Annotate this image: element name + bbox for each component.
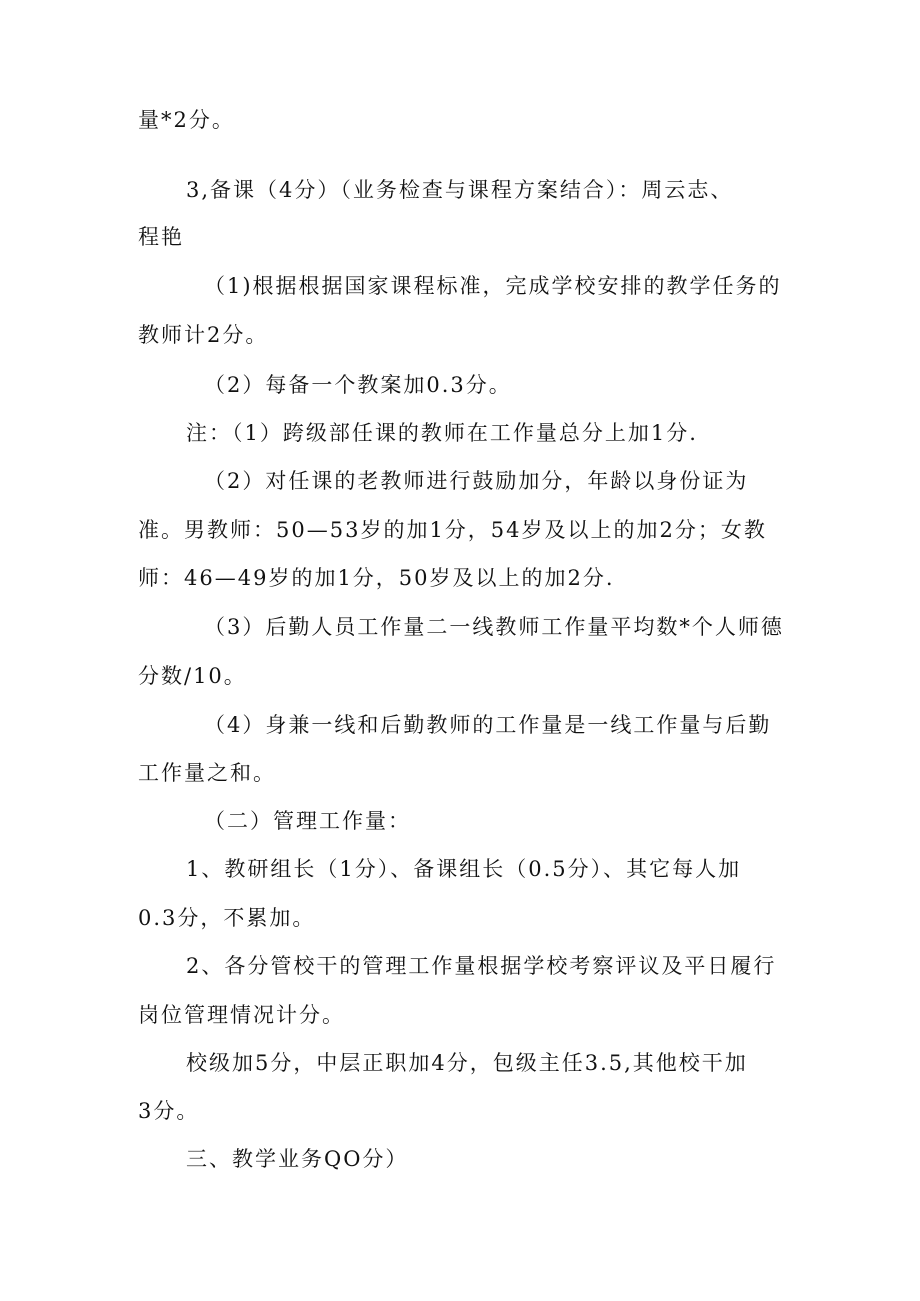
text-line: （1)根据根据国家课程标准，完成学校安排的教学任务的 xyxy=(204,274,782,298)
text-line: 岗位管理情况计分。 xyxy=(138,1003,345,1027)
text-line: 校级加5分，中层正职加4分，包级主任3.5,其他校干加 xyxy=(186,1051,748,1075)
text-line: 程艳 xyxy=(138,225,184,249)
text-line: 3,备课（4分）（业务检查与课程方案结合）：周云志、 xyxy=(186,178,734,202)
text-line: 教师计2分。 xyxy=(138,323,269,347)
text-line: 量*2分。 xyxy=(138,108,235,132)
text-line: 2、各分管校干的管理工作量根据学校考察评议及平日履行 xyxy=(186,954,777,978)
section-heading: 三、教学业务QO分） xyxy=(186,1147,409,1171)
text-line: 工作量之和。 xyxy=(138,761,276,785)
section-heading: （二）管理工作量： xyxy=(204,809,411,833)
text-line: 准。男教师：50—53岁的加1分，54岁及以上的加2分；女教 xyxy=(138,518,767,542)
text-line: （2）对任课的老教师进行鼓励加分，年龄以身份证为 xyxy=(204,469,749,493)
text-line: （2）每备一个教案加0.3分。 xyxy=(204,373,512,397)
text-line: 注：（1）跨级部任课的教师在工作量总分上加1分. xyxy=(186,421,698,445)
text-line: 3分。 xyxy=(138,1099,200,1123)
text-line: 0.3分，不累加。 xyxy=(138,906,316,930)
text-line: 分数/10。 xyxy=(138,664,247,688)
text-line: 1、教研组长（1分）、备课组长（0.5分）、其它每人加 xyxy=(186,857,742,881)
text-line: （3）后勤人员工作量二一线教师工作量平均数*个人师德 xyxy=(204,615,784,639)
text-line: 师：46—49岁的加1分，50岁及以上的加2分. xyxy=(138,566,615,590)
text-line: （4）身兼一线和后勤教师的工作量是一线工作量与后勤 xyxy=(204,713,772,737)
